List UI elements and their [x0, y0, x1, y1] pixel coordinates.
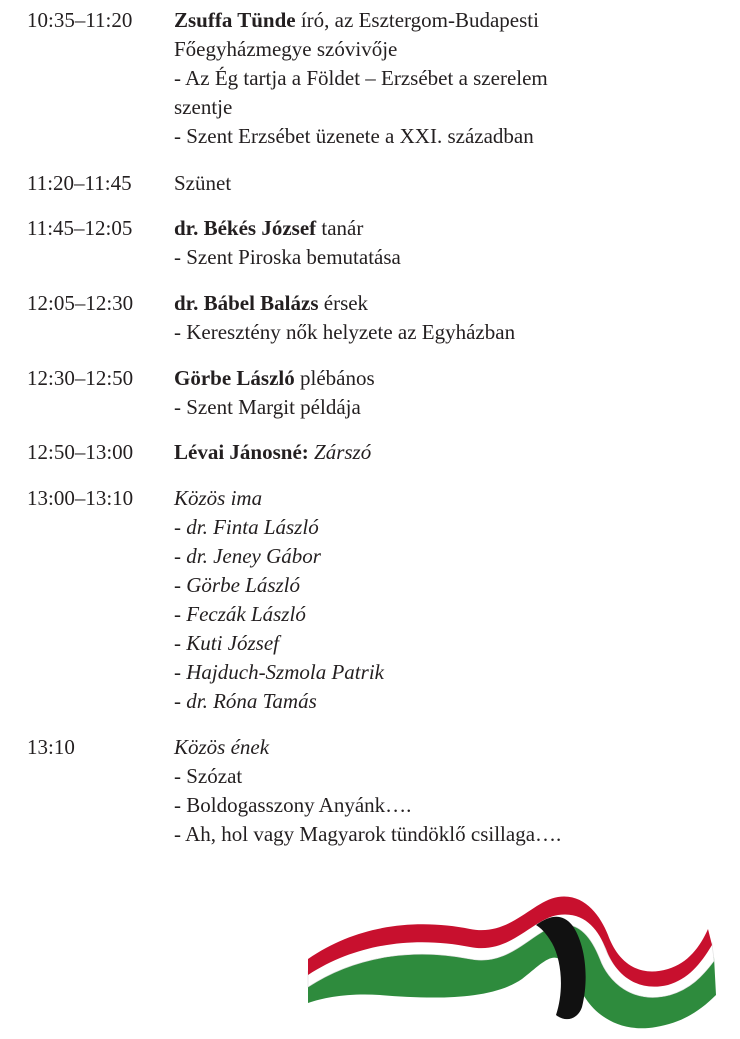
entry-time: 12:30–12:50	[27, 366, 134, 390]
entry-line: - dr. Jeney Gábor	[174, 544, 321, 568]
speaker-role: író, az Esztergom-Budapesti	[295, 8, 539, 32]
entry-line: - Boldogasszony Anyánk….	[174, 793, 412, 817]
entry-line: - Kuti József	[174, 631, 279, 655]
entry-body	[174, 364, 714, 422]
entry-line	[174, 438, 714, 467]
speaker-name: Zsuffa Tünde	[174, 8, 296, 32]
entry-body	[174, 169, 714, 198]
entry-line: Főegyházmegye szóvivője	[174, 37, 398, 61]
entry-line: szentje	[174, 95, 233, 119]
entry-line: - Ah, hol vagy Magyarok tündöklő csillaga….	[174, 822, 562, 846]
entry-line: - Szent Piroska bemutatása	[174, 245, 401, 269]
entry-body	[174, 214, 714, 272]
entry-line: - Szent Margit példája	[174, 395, 361, 419]
entry-line: Szünet	[174, 171, 232, 195]
entry-time: 10:35–11:20	[27, 8, 133, 32]
entry-time: 12:05–12:30	[27, 291, 134, 315]
entry-time: 11:45–12:05	[27, 216, 133, 240]
entry-line	[174, 214, 714, 243]
entry-body	[174, 484, 714, 716]
entry-line: - Az Ég tartja a Földet – Erzsébet a szerelem	[174, 66, 548, 90]
entry-line: - Görbe László	[174, 573, 301, 597]
hungarian-flag-ribbon-icon	[300, 895, 720, 1035]
entry-line	[174, 364, 714, 393]
entry-line: Közös ének	[174, 735, 270, 759]
entry-time: 11:20–11:45	[27, 171, 132, 195]
entry-time: 12:50–13:00	[27, 440, 134, 464]
entry-line: - dr. Róna Tamás	[174, 689, 317, 713]
speaker-role: plébános	[294, 366, 375, 390]
speaker-name: dr. Bábel Balázs	[174, 291, 319, 315]
entry-time: 13:10	[27, 735, 75, 759]
entry-line: - Keresztény nők helyzete az Egyházban	[174, 320, 516, 344]
entry-body	[174, 6, 714, 151]
entry-body	[174, 289, 714, 347]
entry-line: - dr. Finta László	[174, 515, 319, 539]
entry-line: - Szózat	[174, 764, 243, 788]
speaker-role: tanár	[316, 216, 364, 240]
speaker-name: dr. Békés József	[174, 216, 317, 240]
speaker-name: Görbe László	[174, 366, 295, 390]
closing-words: Zárszó	[308, 440, 372, 464]
entry-line	[174, 289, 714, 318]
entry-body	[174, 733, 714, 849]
entry-line: - Feczák László	[174, 602, 306, 626]
entry-line: Közös ima	[174, 486, 263, 510]
entry-line	[174, 6, 714, 35]
entry-line: - Szent Erzsébet üzenete a XXI. században	[174, 124, 534, 148]
speaker-role: érsek	[318, 291, 369, 315]
entry-line: - Hajduch-Szmola Patrik	[174, 660, 384, 684]
entry-time: 13:00–13:10	[27, 486, 134, 510]
speaker-name: Lévai Jánosné:	[174, 440, 309, 464]
entry-body	[174, 438, 714, 467]
